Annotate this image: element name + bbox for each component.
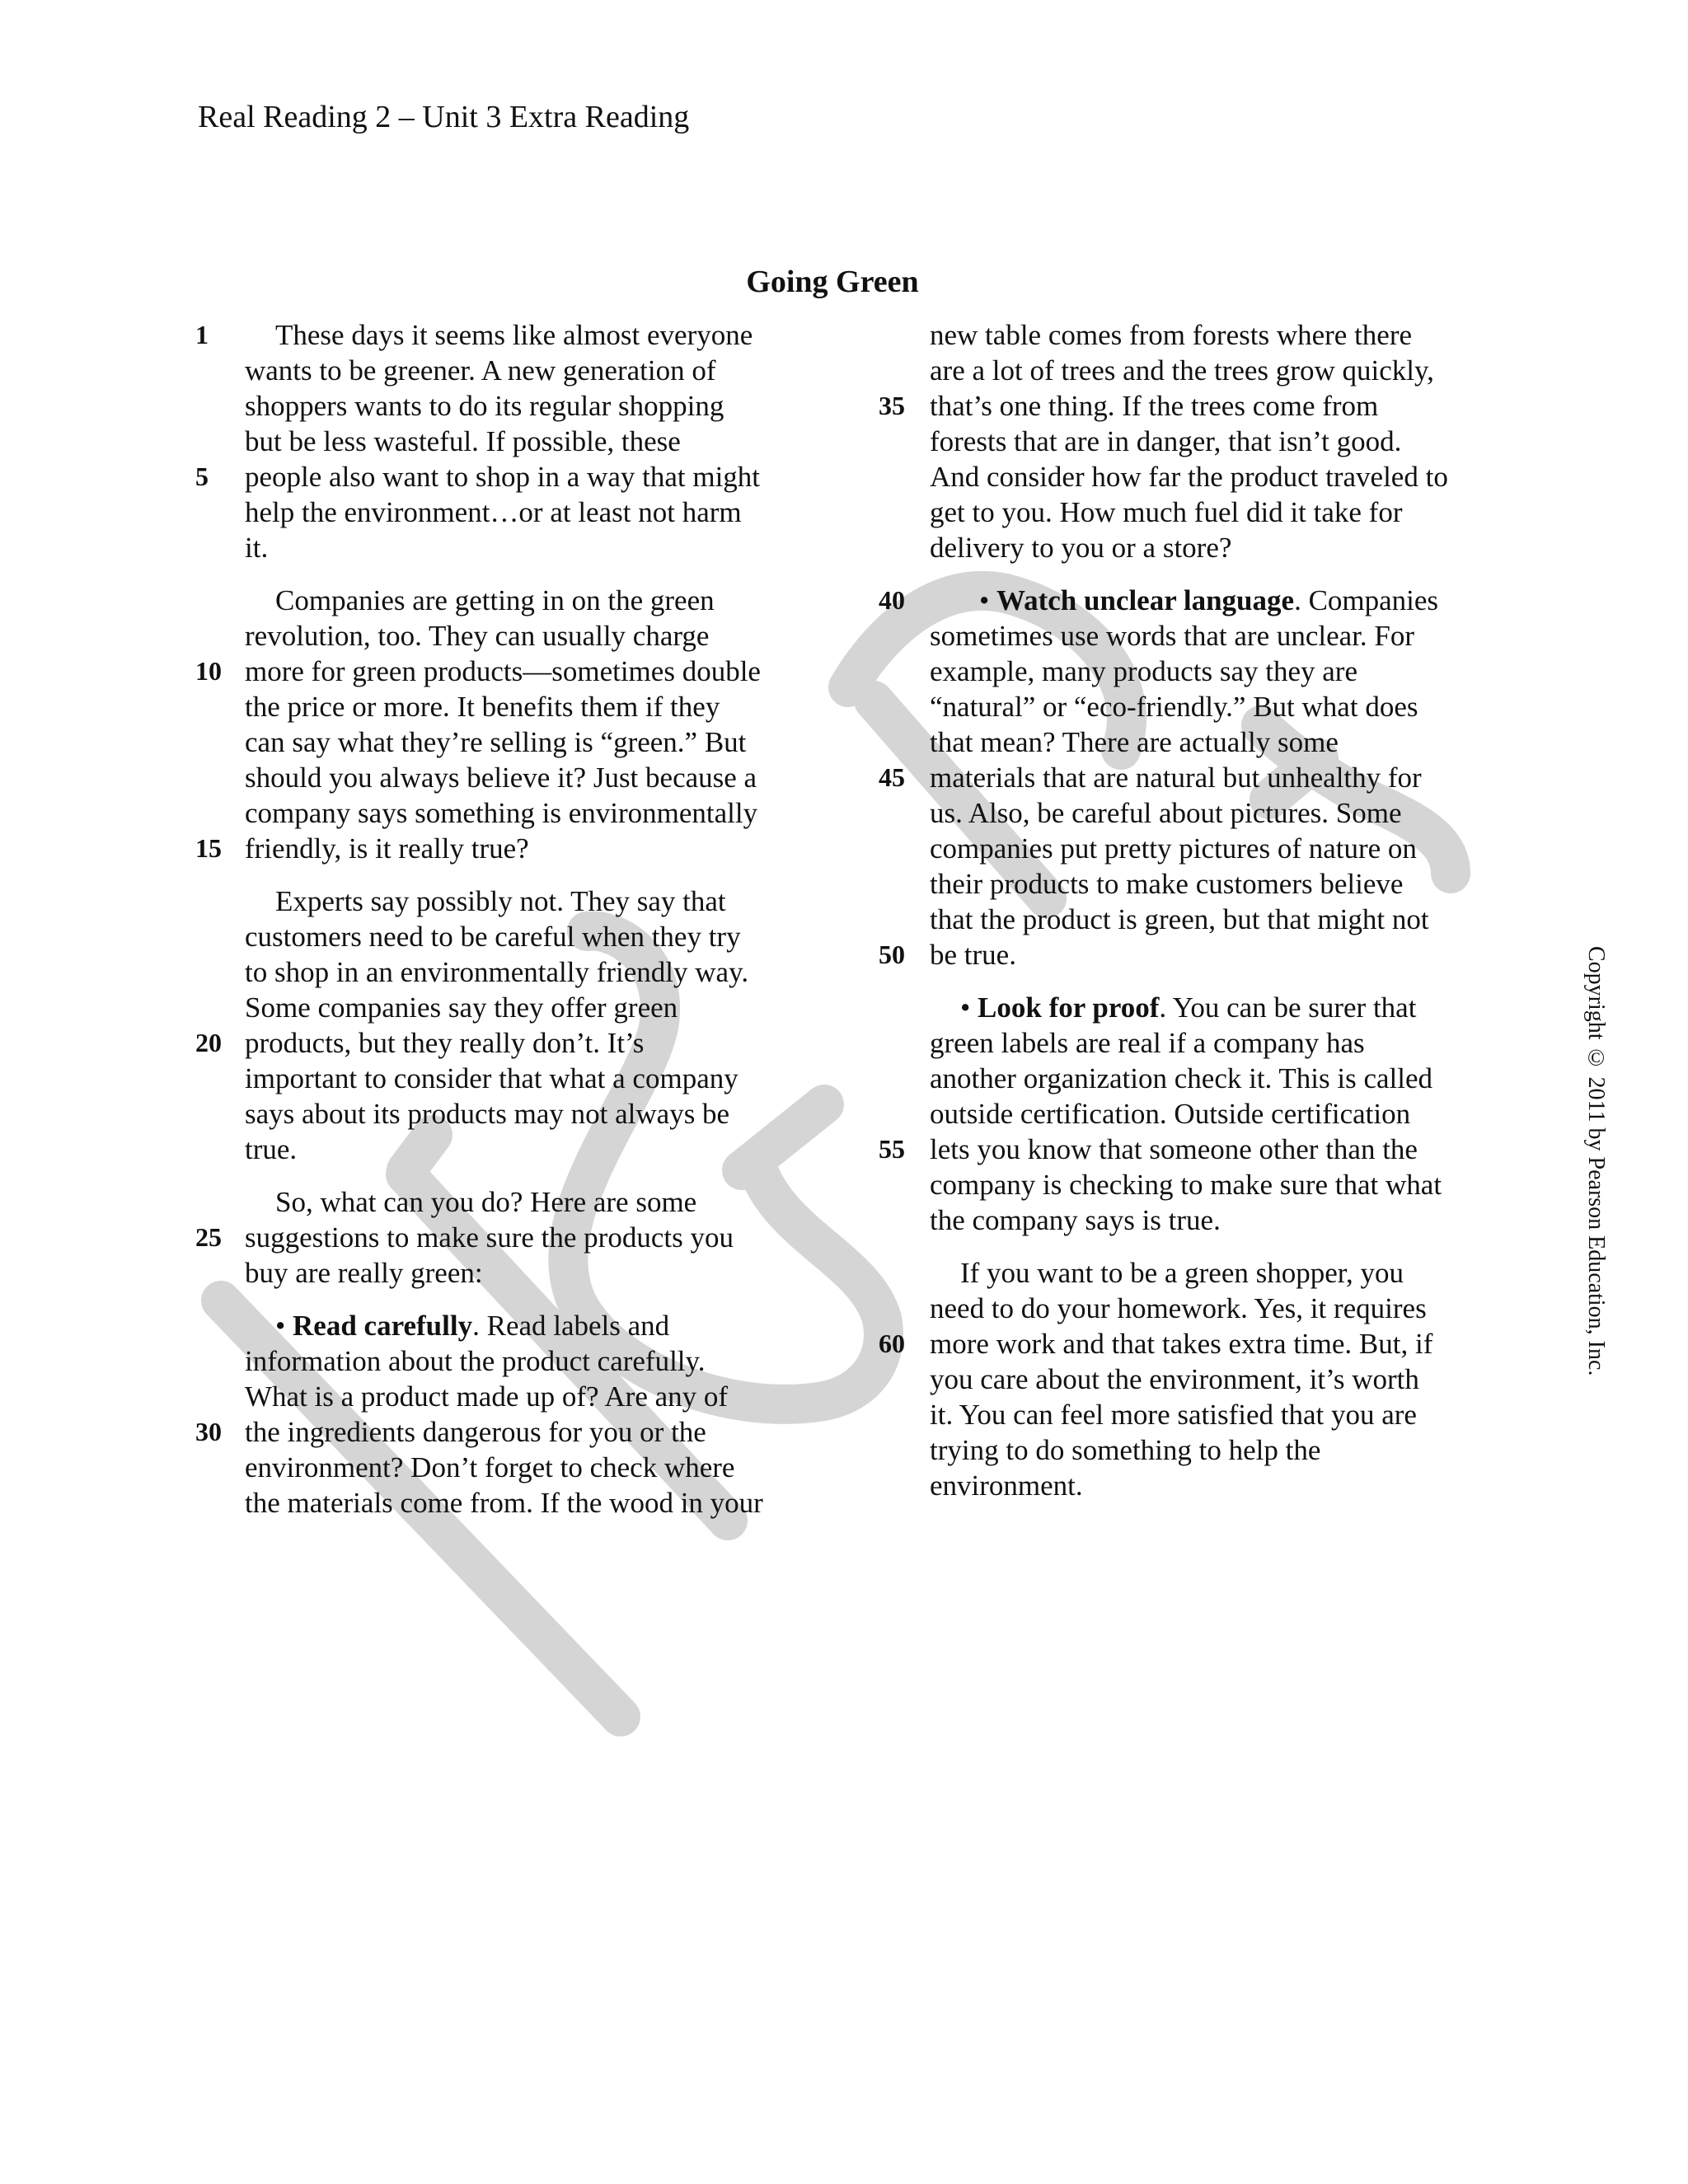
left-column [195, 317, 805, 1521]
text-line: new table comes from forests where there [930, 319, 1413, 351]
text-line: 45 materials that are natural but unhealthy for [879, 762, 1422, 794]
text-line: are a lot of trees and the trees grow quickly, [930, 354, 1434, 387]
text-line: trying to do something to help the [930, 1434, 1321, 1466]
text-line: And consider how far the product traveled to [930, 461, 1448, 493]
bullet-look-for-proof: • Look for proof. You can be surer that [960, 991, 1417, 1024]
bullet-read-carefully: • Read carefully. Read labels and [275, 1310, 670, 1342]
text-line: that mean? There are actually some [930, 726, 1339, 758]
text-line: but be less wasteful. If possible, these [245, 425, 681, 457]
line-number: 25 [195, 1222, 222, 1252]
text-line: it. [245, 532, 269, 564]
text-line: need to do your homework. Yes, it requires [930, 1292, 1427, 1324]
text-line: If you want to be a green shopper, you [960, 1257, 1404, 1289]
text-line: 35 that’s one thing. If the trees come from [879, 390, 1379, 422]
text-line: help the environment…or at least not harm [245, 496, 742, 528]
line-number: 10 [195, 656, 222, 686]
text-line: companies put pretty pictures of nature on [930, 832, 1417, 865]
article-title: Going Green [746, 265, 919, 299]
text-line: to shop in an environmentally friendly way. [245, 956, 749, 988]
text-line: green labels are real if a company has [930, 1027, 1365, 1059]
text-line: information about the product carefully. [245, 1345, 706, 1377]
text-line: 25 suggestions to make sure the products you [195, 1221, 734, 1254]
line-number: 1 [195, 320, 209, 349]
text-line: 20 products, but they really don’t. It’s [195, 1027, 645, 1059]
text-line: delivery to you or a store? [930, 532, 1232, 564]
text-line: forests that are in danger, that isn’t good. [930, 425, 1402, 457]
line-number: 50 [879, 940, 905, 969]
text-line: the company says is true. [930, 1204, 1221, 1236]
text-line: Some companies say they offer green [245, 991, 678, 1024]
text-line: Companies are getting in on the green [275, 584, 715, 616]
page-header: Real Reading 2 – Unit 3 Extra Reading [198, 100, 690, 134]
text-line: true. [245, 1133, 298, 1165]
text-line: that the product is green, but that might not [930, 903, 1429, 935]
right-column [879, 317, 1490, 1503]
text-line: 50 be true. [879, 939, 1016, 971]
text-line: it. You can feel more satisfied that you are [930, 1399, 1417, 1431]
line-number: 5 [195, 462, 209, 491]
text-line: 5 people also want to shop in a way that might [195, 461, 761, 493]
line-number: 40 [879, 585, 905, 615]
text-line: get to you. How much fuel did it take for [930, 496, 1403, 528]
text-line: company says something is environmentally [245, 797, 758, 829]
text-line: customers need to be careful when they try [245, 921, 741, 953]
text-line: example, many products say they are [930, 655, 1357, 687]
text-line: environment. [930, 1469, 1083, 1502]
text-line: What is a product made up of? Are any of [245, 1380, 729, 1413]
line-number: 45 [879, 762, 905, 792]
text-line: Experts say possibly not. They say that [275, 885, 726, 917]
text-line: 1 These days it seems like almost everyone [195, 319, 753, 351]
line-number: 15 [195, 833, 222, 863]
text-line: important to consider that what a company [245, 1062, 738, 1094]
copyright-notice: Copyright © 2011 by Pearson Education, Inc. [1583, 946, 1609, 1376]
text-line: “natural” or “eco-friendly.” But what does [930, 691, 1418, 723]
text-line: another organization check it. This is called [930, 1062, 1433, 1094]
text-line: 55 lets you know that someone other than the [879, 1133, 1418, 1165]
text-line: 60 more work and that takes extra time. But, if [879, 1328, 1433, 1360]
text-line: buy are really green: [245, 1257, 483, 1289]
text-line: should you always believe it? Just because a [245, 762, 757, 794]
text-line: wants to be greener. A new generation of [245, 354, 716, 387]
text-line: the materials come from. If the wood in your [245, 1487, 763, 1519]
text-line: So, what can you do? Here are some [275, 1186, 697, 1218]
line-number: 30 [195, 1417, 222, 1446]
text-line: sometimes use words that are unclear. For [930, 620, 1415, 652]
text-line: us. Also, be careful about pictures. Some [930, 797, 1402, 829]
text-line: their products to make customers believe [930, 868, 1404, 900]
text-line: the price or more. It benefits them if they [245, 691, 720, 723]
text-line: revolution, too. They can usually charge [245, 620, 710, 652]
text-line: company is checking to make sure that what [930, 1169, 1442, 1201]
text-line: 10 more for green products—sometimes double [195, 655, 761, 687]
text-line: shoppers wants to do its regular shopping [245, 390, 724, 422]
text-line: says about its products may not always be [245, 1098, 730, 1130]
line-number: 60 [879, 1329, 905, 1358]
text-line: environment? Don’t forget to check where [245, 1451, 735, 1483]
text-line: 30 the ingredients dangerous for you or the [195, 1416, 706, 1448]
line-number: 55 [879, 1134, 905, 1164]
text-line: can say what they’re selling is “green.” But [245, 726, 747, 758]
bullet-watch-unclear-language: 40 • Watch unclear language. Companies [879, 584, 1439, 616]
line-number: 35 [879, 391, 905, 420]
text-line: you care about the environment, it’s worth [930, 1363, 1419, 1395]
text-line: 15 friendly, is it really true? [195, 832, 529, 865]
text-line: outside certification. Outside certification [930, 1098, 1411, 1130]
line-number: 20 [195, 1028, 222, 1057]
